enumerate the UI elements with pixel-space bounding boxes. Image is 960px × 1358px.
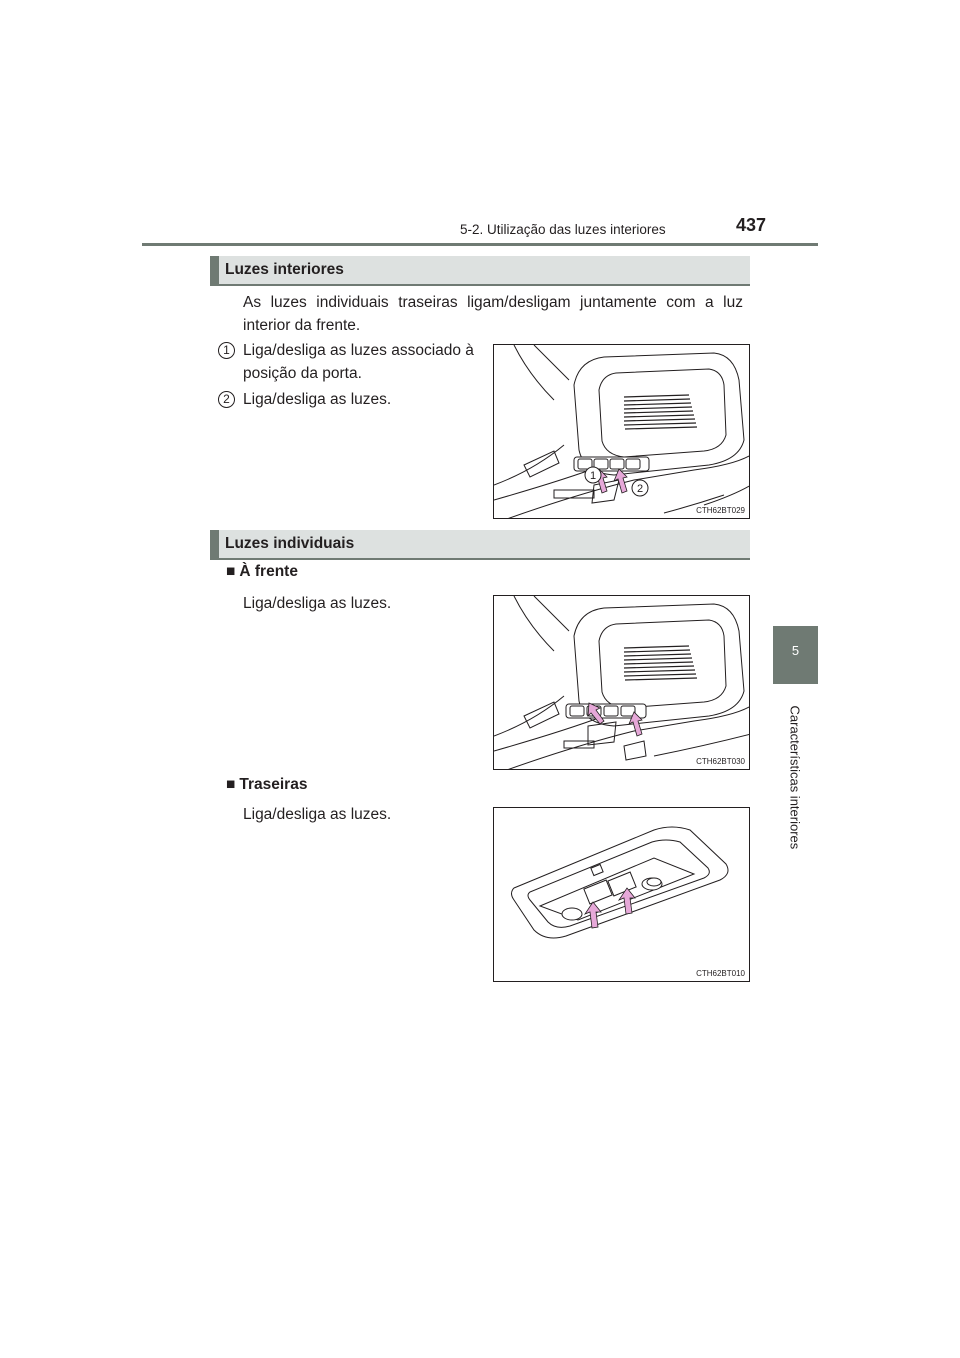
section-intro-text: As luzes individuais traseiras ligam/desligam juntamente com a luz interior da frente. xyxy=(243,294,743,334)
subheading-front xyxy=(226,563,298,581)
header-divider xyxy=(142,243,818,246)
section-heading-label: Luzes individuais xyxy=(225,535,355,552)
rear-lights-text: Liga/desliga as luzes. xyxy=(243,806,392,823)
page-number: 437 xyxy=(736,215,767,235)
item-text-2: Liga/desliga as luzes. xyxy=(243,391,392,408)
section-breadcrumb: 5-2. Utilização das luzes interiores xyxy=(460,222,666,237)
figure-code: CTH62BT030 xyxy=(696,757,745,766)
figure-interior-light-switches xyxy=(493,344,750,519)
section-heading-individual-lights xyxy=(210,530,750,560)
overhead-console-illustration xyxy=(494,345,750,519)
item-number-2: 2 xyxy=(218,391,235,408)
figure-rear-individual-lights xyxy=(493,807,750,982)
rear-console-illustration xyxy=(494,808,750,982)
bullet-square-icon: ■ xyxy=(226,563,236,580)
item-text-1: Liga/desliga as luzes associado à posição da porta. xyxy=(243,342,474,382)
subheading-label: À frente xyxy=(239,563,298,580)
figure-callout-1: 1 xyxy=(589,470,597,482)
figure-code: CTH62BT029 xyxy=(696,506,745,515)
figure-front-individual-lights xyxy=(493,595,750,770)
front-console-illustration xyxy=(494,596,750,770)
section-heading-interior-lights xyxy=(210,256,750,286)
chapter-number: 5 xyxy=(791,643,800,658)
subheading-rear xyxy=(226,776,307,794)
figure-callout-2: 2 xyxy=(636,483,644,495)
figure-code: CTH62BT010 xyxy=(696,969,745,978)
section-heading-label: Luzes interiores xyxy=(225,261,344,278)
chapter-title: Características interiores xyxy=(787,705,803,850)
chapter-tab[interactable] xyxy=(773,626,818,684)
subheading-label: Traseiras xyxy=(239,776,308,793)
item-number-1: 1 xyxy=(218,342,235,359)
bullet-square-icon: ■ xyxy=(226,776,236,793)
front-lights-text: Liga/desliga as luzes. xyxy=(243,595,392,612)
